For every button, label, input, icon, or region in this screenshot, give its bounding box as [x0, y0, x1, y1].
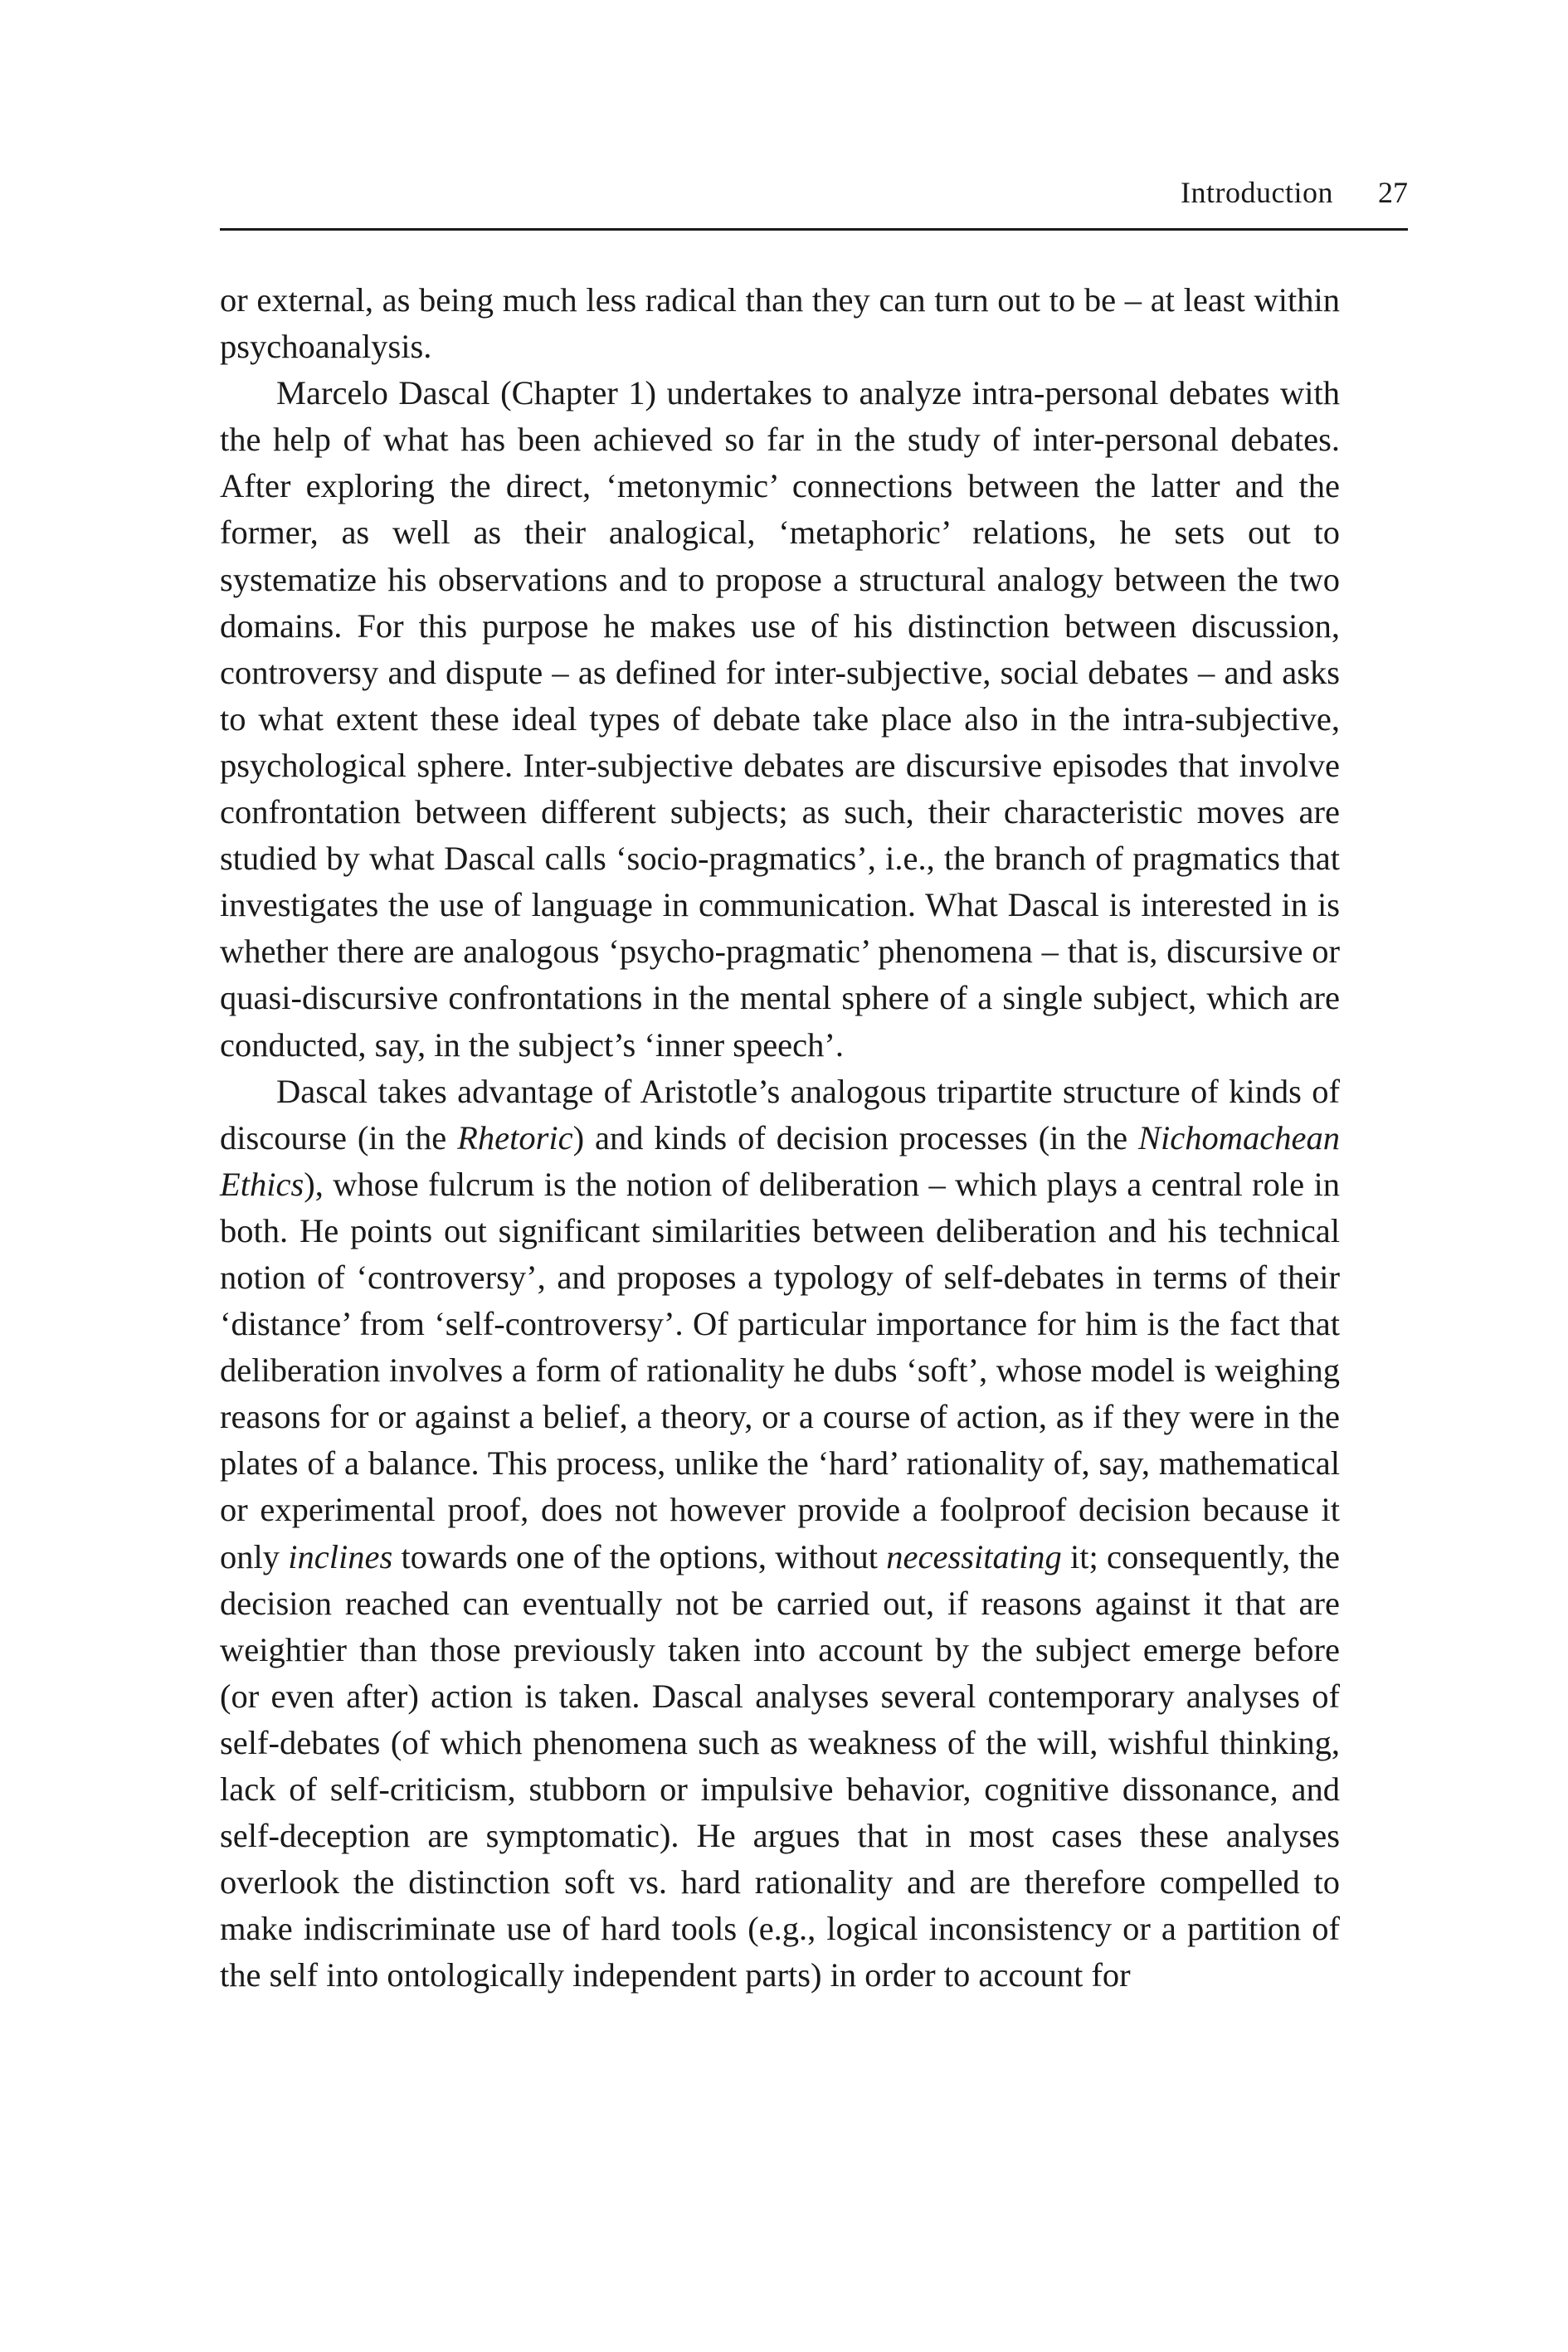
- paragraph-1: [220, 277, 1340, 370]
- body-text: [220, 277, 1340, 1999]
- page-number: 27: [1378, 176, 1408, 209]
- text-segment: ) and kinds of decision processes (in the: [572, 1118, 1139, 1157]
- italic-title-ethics: Nichomachean Ethics: [220, 1118, 1340, 1203]
- text-segment: ), whose fulcrum is the notion of deliberation – which plays a central role in both. He points out significant similarities between deliberation and his technical notion of ‘controversy’, and proposes a typology of self-debates in terms of their ‘distance’ from ‘self-controversy’. Of particular importance for him is the fact that deliberation involves a form of rationality he dubs ‘soft’, whose model is weighing reasons for or against a belief, a theory, or a course of action, as if they were in the plates of a balance. This process, unlike the ‘hard’ rationality of, say, mathematical or experimental proof, does not however provide a foolproof decision because it only: [220, 1165, 1340, 1575]
- text-segment: it; consequently, the decision reached can eventually not be carried out, if reasons against it that are weightier than those previously taken into account by the subject emerge before (or even after) action is taken. Dascal analyses several contemporary analyses of self-debates (of which phenomena such as weakness of the will, wishful thinking, lack of self-criticism, stubborn or impulsive behavior, cognitive dissonance, and self-deception are symptomatic). He argues that in most cases these analyses overlook the distinction soft vs. hard rationality and are therefore compelled to make indiscriminate use of hard tools (e.g., logical inconsistency or a partition of the self into ontologically independent parts) in order to account for: [220, 1537, 1340, 1994]
- italic-title-rhetoric: Rhetoric: [457, 1118, 573, 1157]
- text-segment: towards one of the options, without: [392, 1537, 887, 1575]
- running-head-title: Introduction: [1181, 176, 1333, 209]
- italic-necessitating: necessitating: [886, 1537, 1062, 1575]
- running-header: [220, 170, 1408, 231]
- italic-inclines: inclines: [288, 1537, 393, 1575]
- text-segment: or external, as being much less radical than they can turn out to be – at least within psychoanalysis.: [220, 281, 1340, 366]
- text-segment: Dascal takes advantage of Aristotle’s analogous tripartite structure of kinds of discourse (in the: [220, 1072, 1340, 1157]
- paragraph-3: [220, 1069, 1340, 1999]
- text-segment: Marcelo Dascal (Chapter 1) undertakes to analyze intra-personal debates with the help of what has been achieved so far in the study of inter-personal debates. After exploring the direct, ‘metonymic’ connections between the latter and the former, as well as their analogical, ‘metaphoric’ relations, he sets out to systematize his observations and to propose a structural analogy between the two domains. For this purpose he makes use of his distinction between discussion, controversy and dispute – as defined for inter-subjective, social debates – and asks to what extent these ideal types of debate take place also in the intra-subjective, psychological sphere. Inter-subjective debates are discursive episodes that involve confrontation between different subjects; as such, their characteristic moves are studied by what Dascal calls ‘socio-pragmatics’, i.e., the branch of pragmatics that investigates the use of language in communication. What Dascal is interested in is whether there are analogous ‘psycho-pragmatic’ phenomena – that is, discursive or quasi-discursive confrontations in the mental sphere of a single subject, which are conducted, say, in the subject’s ‘inner speech’.: [220, 374, 1340, 1064]
- paragraph-2: [220, 370, 1340, 1068]
